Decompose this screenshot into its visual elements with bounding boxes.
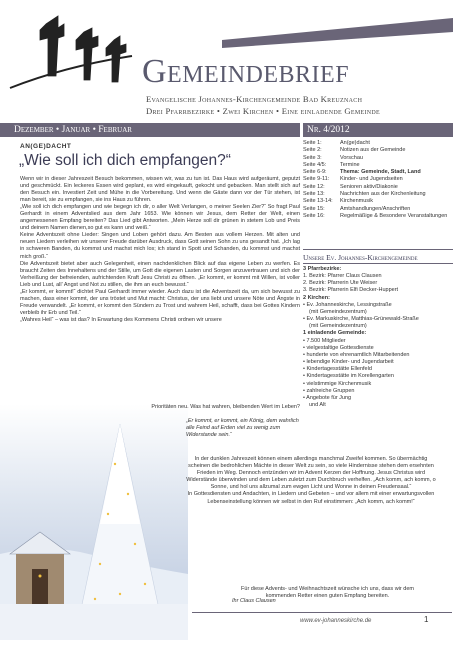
congregation-info: [303, 266, 453, 409]
list-item: • Ev. Markuskirche, Matthias-Grünewald-Straße: [303, 316, 419, 323]
issue-number-bar: [303, 123, 453, 137]
article-paragraph: „Wahres Heil“ – was ist das? In Erwartung des Kommens Christi ordnen wir unsere: [20, 316, 222, 323]
info-heading: 3 Pfarrbezirke:: [303, 266, 342, 272]
toc-row[interactable]: [303, 140, 453, 147]
toc-row[interactable]: [303, 191, 453, 198]
list-item: 1. Bezirk: Pfarrer Claus Clausen: [303, 273, 382, 280]
toc-title: Regelmäßige & Besondere Veranstaltungen: [340, 212, 448, 219]
article-paragraph: Die Adventszeit bietet aber auch Gelegenheit, einen nachdenklichen Blick auf das eigene Leben zu werfen. Es braucht Zeiten des Innehaltens und der Stille, um Gott die eigenen Lasten und Sorgen anzuvertrauen und sich der Verheißung der befreienden, aufrichtenden Kraft Jesu Christi zu öffnen. „Er kommt, er kommt mit Willen, ist voller Lieb und Lust, all' Angst und Not zu stillen, die ihm an euch bewusst.“: [20, 260, 300, 288]
article-paragraph: Keine Adventszeit ohne Lieder: Singen und Loben gehört dazu. Am Besten aus vollem Herzen. Mit alten und neuen Liedern verleihen wir unserer Freude darüber Ausdruck, dass Gott seinen Sohn zu uns gesandt hat. „Ich lag in schweren Banden, du kommst und machst mich los; ich stand in Spott und Schanden, du kommst und machst mich groß.“: [20, 232, 300, 260]
info-heading: 2 Kirchen:: [303, 294, 330, 301]
info-heading: 1 einladende Gemeinde:: [303, 330, 367, 337]
author-signature: Ihr Claus Clausen: [232, 598, 276, 604]
subtitle-2: Drei Pfarrbezirke • Zwei Kirchen • Eine einladende Gemeinde: [146, 106, 380, 116]
list-item: • Ev. Johanneskirche, Lessingstraße: [303, 301, 392, 308]
page-number: 1: [424, 615, 429, 624]
toc-title: An(ge)dacht: [340, 140, 370, 146]
toc-row[interactable]: [303, 184, 453, 191]
toc-row[interactable]: [303, 169, 453, 176]
list-item: • vielgestaltige Gottesdienste: [303, 344, 374, 351]
article-headline: „Wie soll ich dich empfangen?“: [19, 152, 231, 169]
closing-wish: Für diese Advents- und Weihnachtszeit wünsche ich uns, dass wir dem kommenden Retter einen guten Empfang bereiten.: [241, 586, 414, 600]
winter-church-photo: [0, 404, 188, 640]
list-item: (mit Gemeindezentrum): [309, 323, 367, 330]
list-item: 2. Bezirk: Pfarrerin Ute Weiser: [303, 280, 378, 287]
toc-page: Seite 4/5:: [303, 161, 327, 168]
toc-title: Amtshandlungen/Anschriften: [340, 205, 411, 212]
footer-divider: [192, 612, 452, 613]
toc-title: Kinder- und Jugendseiten: [340, 176, 403, 183]
toc-row[interactable]: [303, 206, 453, 213]
footer-url[interactable]: www.ev-johanneskirche.de: [300, 618, 372, 624]
toc-page: Seite 6-9:: [303, 169, 327, 176]
poem-quote: „Er kommt, er kommt, ein König, dem wahrlich alle Feind auf Erden viel zu wenig zum Widerstande sein.“: [186, 418, 299, 439]
list-item: • Kindertagesstätte Ellenfeld: [303, 366, 372, 373]
article-paragraph: Wenn wir in dieser Jahreszeit Besuch bekommen, wissen wir, was zu tun ist. Das Haus wird aufgeräumt, geputzt und geschmückt. Ein leckeres Essen wird geplant, es wird eingekauft, gekocht und gebacken. Man stellt sich auf den Besuch ein. Investiert Zeit und Mühe in die Vorbereitung. Und wenn die Gäste dann vor der Tür stehen, ist man bereit, sie zu empfangen, sie ins Haus zu führen.: [20, 176, 300, 204]
subtitle-1: Evangelische Johannes-Kirchengemeinde Bad Kreuznach: [146, 94, 363, 104]
table-of-contents: [303, 140, 453, 220]
toc-title: Notizen aus der Gemeinde: [340, 147, 406, 154]
list-item: (mit Gemeindezentrum): [309, 308, 367, 315]
toc-page: Seite 3:: [303, 154, 322, 161]
list-item: 3. Bezirk: Pfarrerin Elfi Decker-Huppert: [303, 287, 399, 294]
toc-page: Seite 12:: [303, 183, 325, 190]
toc-title: Nachrichten aus der Kirchenleitung: [340, 191, 426, 198]
toc-page: Seite 9-11:: [303, 176, 330, 183]
article-kicker: AN(GE)DACHT: [20, 143, 72, 150]
list-item: • hunderte von ehrenamtlich Mitarbeitenden: [303, 351, 410, 358]
toc-row[interactable]: [303, 213, 453, 220]
article-paragraph: „Wie soll ich dich empfangen und wie begegn ich dir, o aller Welt Verlangen, o meiner Seelen Zier?“ So fragt Paul Gerhardt in einem Adventslied aus dem Jahr 1653. Wie können wir Jesus, dem Retter der Welt, einen angemessenen Empfang bereiten? Das Lied gibt Antworten. „Mein Herze soll dir grünen in stetem Lob und Preis und deinem Namen dienen,so gut es kann und weiß.“: [20, 204, 300, 232]
list-item: • 7.500 Mitglieder: [303, 337, 346, 344]
congregation-heading: Unsere Ev. Johannes-Kirchengemeinde: [303, 253, 418, 262]
list-item: • zahlreiche Gruppen: [303, 387, 355, 394]
toc-title: Thema: Gemeinde, Stadt, Land: [340, 169, 421, 176]
info-divider-top: [303, 249, 453, 250]
page-title: Gemeindebrief: [142, 53, 350, 90]
crosses-logo-icon: [6, 6, 134, 94]
toc-title: Termine: [340, 161, 360, 168]
issue-months-bar: [0, 123, 300, 137]
toc-page: Seite 2:: [303, 147, 322, 154]
list-item: • vielstimmige Kirchenmusik: [303, 380, 372, 387]
toc-row[interactable]: [303, 198, 453, 205]
toc-page: Seite 1:: [303, 140, 322, 146]
article-lower: [186, 456, 436, 506]
toc-title: Kirchenmusik: [340, 198, 374, 205]
toc-page: Seite 13-14:: [303, 198, 333, 205]
list-item: • Angebote für Jung: [303, 394, 352, 401]
poem-lead: Prioritäten neu. Was hat wahren, bleibenden Wert im Leben?: [151, 404, 300, 410]
toc-page: Seite 13:: [303, 191, 325, 198]
issue-number: Nr. 4/2012: [307, 125, 350, 135]
issue-months: Dezember • Januar • Februar: [14, 125, 132, 135]
article-body: [20, 176, 300, 324]
article-paragraph: „Er kommt, er kommt!“ dichtet Paul Gerhardt immer wieder. Auch dazu ist die Adventszeit da, um sich bewusst zu machen, dass einer kommt, der uns tröstet und Mut macht: Christus, der uns liebt und unsere Nöte und Ängste in Freude verwandelt. „Er kommt, er kommt den Sündern zu Trost und wahrem Heil, schafft, dass bei Gottes Kindern verbleib ihr Erb und Teil.“: [20, 288, 300, 316]
toc-row[interactable]: [303, 162, 453, 169]
toc-row[interactable]: [303, 147, 453, 154]
list-item: und Alt: [309, 401, 326, 408]
article-paragraph: In der dunklen Jahreszeit können einem allerdings manchmal Zweifel kommen. So übermächtig scheinen die bedrohlichen Mächte in dieser Welt zu sein, so viele Hindernisse stehen dem ersehnten Frieden im Weg. Dennoch entzünden wir im Advent Kerzen der Hoffnung. Jesus Christus wird Widerstände überwinden und dem Leben zuletzt zum Durchbruch verhelfen. „Ach komm, ach komm, o Sonne, und hol uns allzumal zum ewgen Licht und Wonne in deinen Freudensaal.“: [186, 456, 436, 491]
toc-page: Seite 15:: [303, 205, 325, 212]
toc-title: Senioren aktiv/Diakonie: [340, 183, 398, 190]
list-item: • lebendige Kinder- und Jugendarbeit: [303, 359, 394, 366]
logo: [6, 6, 134, 94]
toc-page: Seite 16:: [303, 212, 325, 219]
info-divider-bottom: [303, 263, 453, 264]
list-item: • Kindertagesstätte im Korellengarten: [303, 373, 394, 380]
article-paragraph: In Gottesdiensten und Andachten, in Liedern und Gebeten – und vor allem mit einer erwartungsvollen Lebenseinstellung können wir selbst in den Ruf einstimmen: „Ach komm, ach komm!“: [187, 491, 435, 505]
toc-title: Vorschau: [340, 154, 363, 161]
toc-row[interactable]: [303, 155, 453, 162]
banner-text: Gemeinde – Stadt – Land: [248, 3, 374, 33]
toc-row[interactable]: [303, 176, 453, 183]
